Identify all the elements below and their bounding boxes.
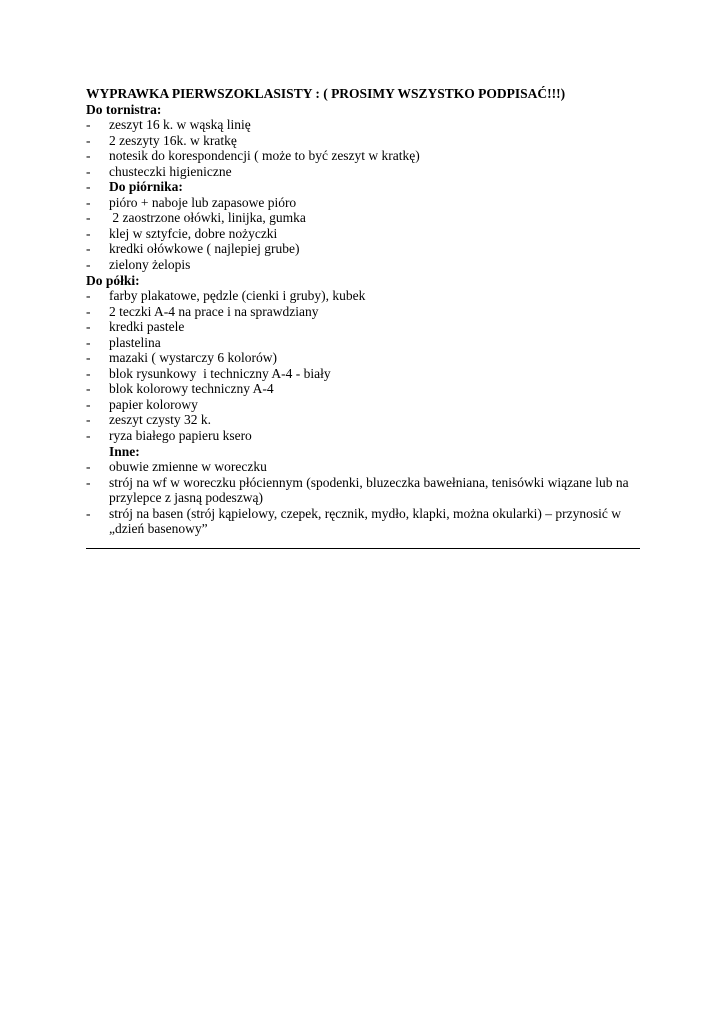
list-item: - klej w sztyfcie, dobre nożyczki: [86, 225, 278, 241]
list-item: - mazaki ( wystarczy 6 kolorów): [86, 350, 277, 366]
horizontal-rule: [86, 548, 640, 549]
bullet-dash: -: [86, 303, 91, 319]
list-item: - strój na basen (strój kąpielowy, czepek, ręcznik, mydło, klapki, można okularki) – przynosić w „dzień basenowy”: [86, 505, 621, 537]
section-heading-inne: Inne:: [109, 443, 140, 459]
list-item: - zeszyt czysty 32 k.: [86, 412, 211, 428]
list-item: - plastelina: [86, 334, 161, 350]
list-item: - ryza białego papieru ksero: [86, 428, 252, 444]
list-item: - 2 zaostrzone ołówki, linijka, gumka: [86, 210, 306, 226]
bullet-dash: -: [86, 163, 91, 179]
bullet-dash: -: [86, 505, 91, 521]
list-item: - kredki pastele: [86, 319, 185, 335]
bullet-dash: -: [86, 350, 91, 366]
list-item: - 2 zeszyty 16k. w kratkę: [86, 132, 237, 148]
bullet-dash: -: [86, 179, 91, 195]
bullet-dash: -: [86, 148, 91, 164]
bullet-dash: -: [86, 428, 91, 444]
bullet-dash: -: [86, 412, 91, 428]
list-item: - blok kolorowy techniczny A-4: [86, 381, 274, 397]
bullet-dash: -: [86, 194, 91, 210]
subheading-piornik: - Do piórnika:: [86, 179, 183, 195]
bullet-dash: -: [86, 288, 91, 304]
bullet-dash: -: [86, 210, 91, 226]
list-item: - zeszyt 16 k. w wąską linię: [86, 117, 251, 133]
bullet-dash: -: [86, 132, 91, 148]
bullet-dash: -: [86, 319, 91, 335]
list-item: - zielony żelopis: [86, 257, 191, 273]
bullet-dash: -: [86, 396, 91, 412]
document-title: WYPRAWKA PIERWSZOKLASISTY : ( PROSIMY WSZYSTKO PODPISAĆ!!!): [86, 86, 566, 101]
section-heading-tornister: Do tornistra:: [86, 101, 162, 117]
list-item: - kredki ołówkowe ( najlepiej grube): [86, 241, 300, 257]
list-item: - farby plakatowe, pędzle (cienki i gruby), kubek: [86, 288, 366, 304]
bullet-dash: -: [86, 241, 91, 257]
list-item: - chusteczki higieniczne: [86, 163, 232, 179]
bullet-dash: -: [86, 334, 91, 350]
list-item: - 2 teczki A-4 na prace i na sprawdziany: [86, 303, 319, 319]
list-item: - notesik do korespondencji ( może to być zeszyt w kratkę): [86, 148, 420, 164]
bullet-dash: -: [86, 257, 91, 273]
list-item: - papier kolorowy: [86, 396, 198, 412]
bullet-dash: -: [86, 117, 91, 133]
bullet-dash: -: [86, 381, 91, 397]
bullet-dash: -: [86, 459, 91, 475]
bullet-dash: -: [86, 474, 91, 490]
document-body: [86, 86, 646, 537]
list-item: - strój na wf w woreczku płóciennym (spodenki, bluzeczka bawełniana, tenisówki wiązane lub na przylepce z jasną podeszwą): [86, 474, 629, 506]
bullet-dash: -: [86, 225, 91, 241]
bullet-dash: -: [86, 365, 91, 381]
list-item: - obuwie zmienne w woreczku: [86, 459, 267, 475]
section-heading-polka: Do półki:: [86, 272, 140, 288]
list-item: - pióro + naboje lub zapasowe pióro: [86, 194, 297, 210]
list-item: - blok rysunkowy i techniczny A-4 - biały: [86, 365, 331, 381]
